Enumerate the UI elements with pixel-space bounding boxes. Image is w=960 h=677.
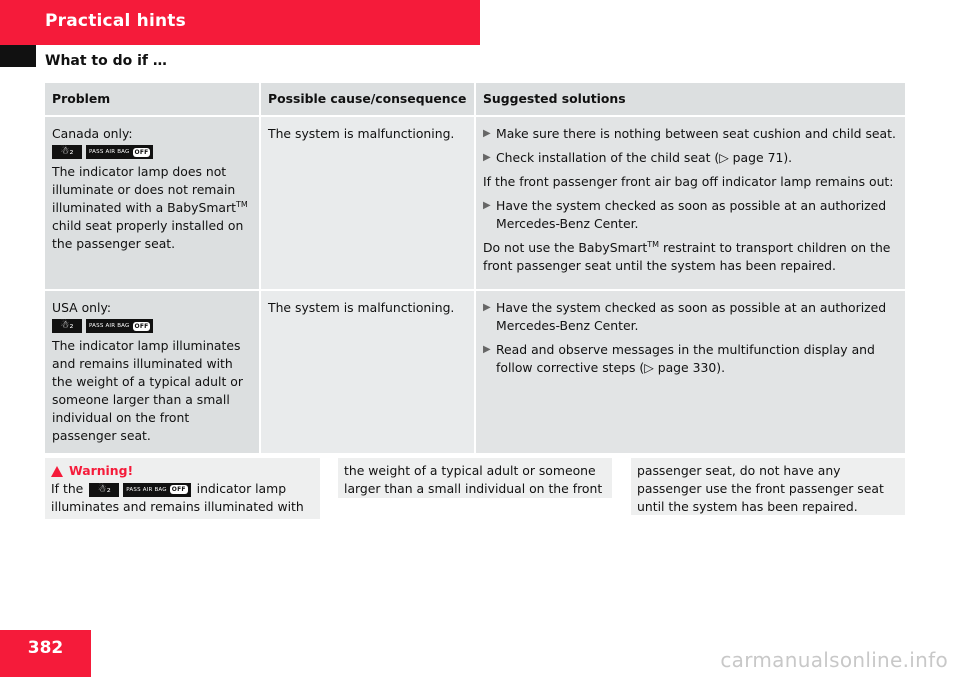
- problem-table: [45, 83, 905, 455]
- arrow-icon: ▶: [483, 302, 491, 313]
- problem-cell: [45, 116, 260, 290]
- solution-bullet: [483, 299, 898, 335]
- column2-text: the weight of a typical adult or someone larger than a small individual on the front: [344, 463, 603, 496]
- pass-air-bag-off-icon: [86, 145, 153, 159]
- child-seat-icon: ☃₂: [52, 319, 82, 333]
- watermark: carmanualsonline.info: [720, 648, 948, 672]
- header-problem: Problem: [45, 83, 260, 116]
- problem-description: The indicator lamp illuminates and remains illuminated with the weight of a typical adult or someone larger than a small individual on the front passenger seat.: [52, 338, 243, 443]
- solutions-cell: [475, 116, 905, 290]
- cause-cell: [260, 290, 475, 454]
- arrow-icon: ▶: [483, 128, 491, 139]
- solution-bullet: [483, 149, 898, 167]
- region-label: Canada only:: [52, 126, 133, 141]
- bullet-text: Make sure there is nothing between seat cushion and child seat.: [496, 126, 896, 141]
- note-text-cont: restraint to transport children on the front passenger seat until the system has been repaired.: [483, 240, 891, 273]
- problem-text: The indicator lamp does not illuminate or does not remain illuminated with a BabySmart: [52, 164, 236, 215]
- page-subtitle: What to do if …: [45, 53, 167, 69]
- trademark: TM: [647, 239, 660, 249]
- black-tab: [0, 45, 36, 67]
- header-solutions: Suggested solutions: [475, 83, 905, 116]
- section-title: Practical hints: [45, 11, 186, 31]
- warning-title: [51, 462, 314, 480]
- child-seat-icon: ☃₂: [89, 483, 119, 497]
- badge-text: PASS AIR BAG: [126, 486, 167, 493]
- table-row: [45, 116, 905, 290]
- solution-note: [483, 239, 898, 275]
- warning-text: [51, 480, 314, 516]
- badge-text: PASS AIR BAG: [89, 149, 130, 155]
- arrow-icon: ▶: [483, 200, 491, 211]
- bullet-text: Have the system checked as soon as possible at an authorized Mercedes-Benz Center.: [496, 198, 887, 231]
- indicator-icons: [52, 319, 252, 333]
- warning-text-before: If the: [51, 481, 84, 496]
- badge-off-text: OFF: [171, 486, 186, 493]
- cause-text: The system is malfunctioning.: [268, 300, 455, 315]
- trademark: TM: [235, 199, 248, 209]
- solutions-cell: [475, 290, 905, 454]
- solution-bullet: [483, 341, 898, 377]
- indicator-icons: [89, 483, 190, 497]
- solution-bullet: [483, 125, 898, 143]
- bullet-text: Check installation of the child seat (▷ page 71).: [496, 150, 793, 165]
- pass-air-bag-off-icon: [86, 319, 153, 333]
- header-cause: Possible cause/consequence: [260, 83, 475, 116]
- cause-text: The system is malfunctioning.: [268, 126, 455, 141]
- badge-off-text: OFF: [134, 148, 149, 156]
- column2-text-box: [338, 458, 612, 498]
- warning-title-text: Warning!: [69, 463, 134, 478]
- badge-off-text: OFF: [134, 322, 149, 330]
- cause-cell: [260, 116, 475, 290]
- problem-description: [52, 163, 252, 253]
- warning-box: [45, 458, 320, 519]
- problem-cell: [45, 290, 260, 454]
- badge-text: PASS AIR BAG: [89, 323, 130, 329]
- bullet-text: Have the system checked as soon as possible at an authorized Mercedes-Benz Center.: [496, 300, 887, 333]
- arrow-icon: ▶: [483, 344, 491, 355]
- region-label: USA only:: [52, 300, 112, 315]
- warning-icon: [51, 466, 63, 477]
- arrow-icon: ▶: [483, 152, 491, 163]
- pass-air-bag-off-icon: [123, 483, 190, 497]
- note-text: Do not use the BabySmart: [483, 240, 648, 255]
- column3-text: passenger seat, do not have any passenger use the front passenger seat until the system has been repaired.: [637, 463, 884, 514]
- child-seat-icon: ☃₂: [52, 145, 82, 159]
- solution-bullet: [483, 197, 898, 233]
- column3-text-box: [631, 458, 905, 515]
- indicator-icons: [52, 145, 252, 159]
- solution-note: If the front passenger front air bag off indicator lamp remains out:: [483, 174, 894, 189]
- table-row: [45, 290, 905, 454]
- table-header-row: [45, 83, 905, 116]
- problem-text-cont: child seat properly installed on the passenger seat.: [52, 218, 244, 251]
- warning-text-after: indicator lamp illuminates and remains illuminated with: [51, 481, 304, 514]
- bullet-text: Read and observe messages in the multifunction display and follow corrective steps (▷ page 330).: [496, 342, 875, 375]
- page-number: 382: [0, 630, 91, 677]
